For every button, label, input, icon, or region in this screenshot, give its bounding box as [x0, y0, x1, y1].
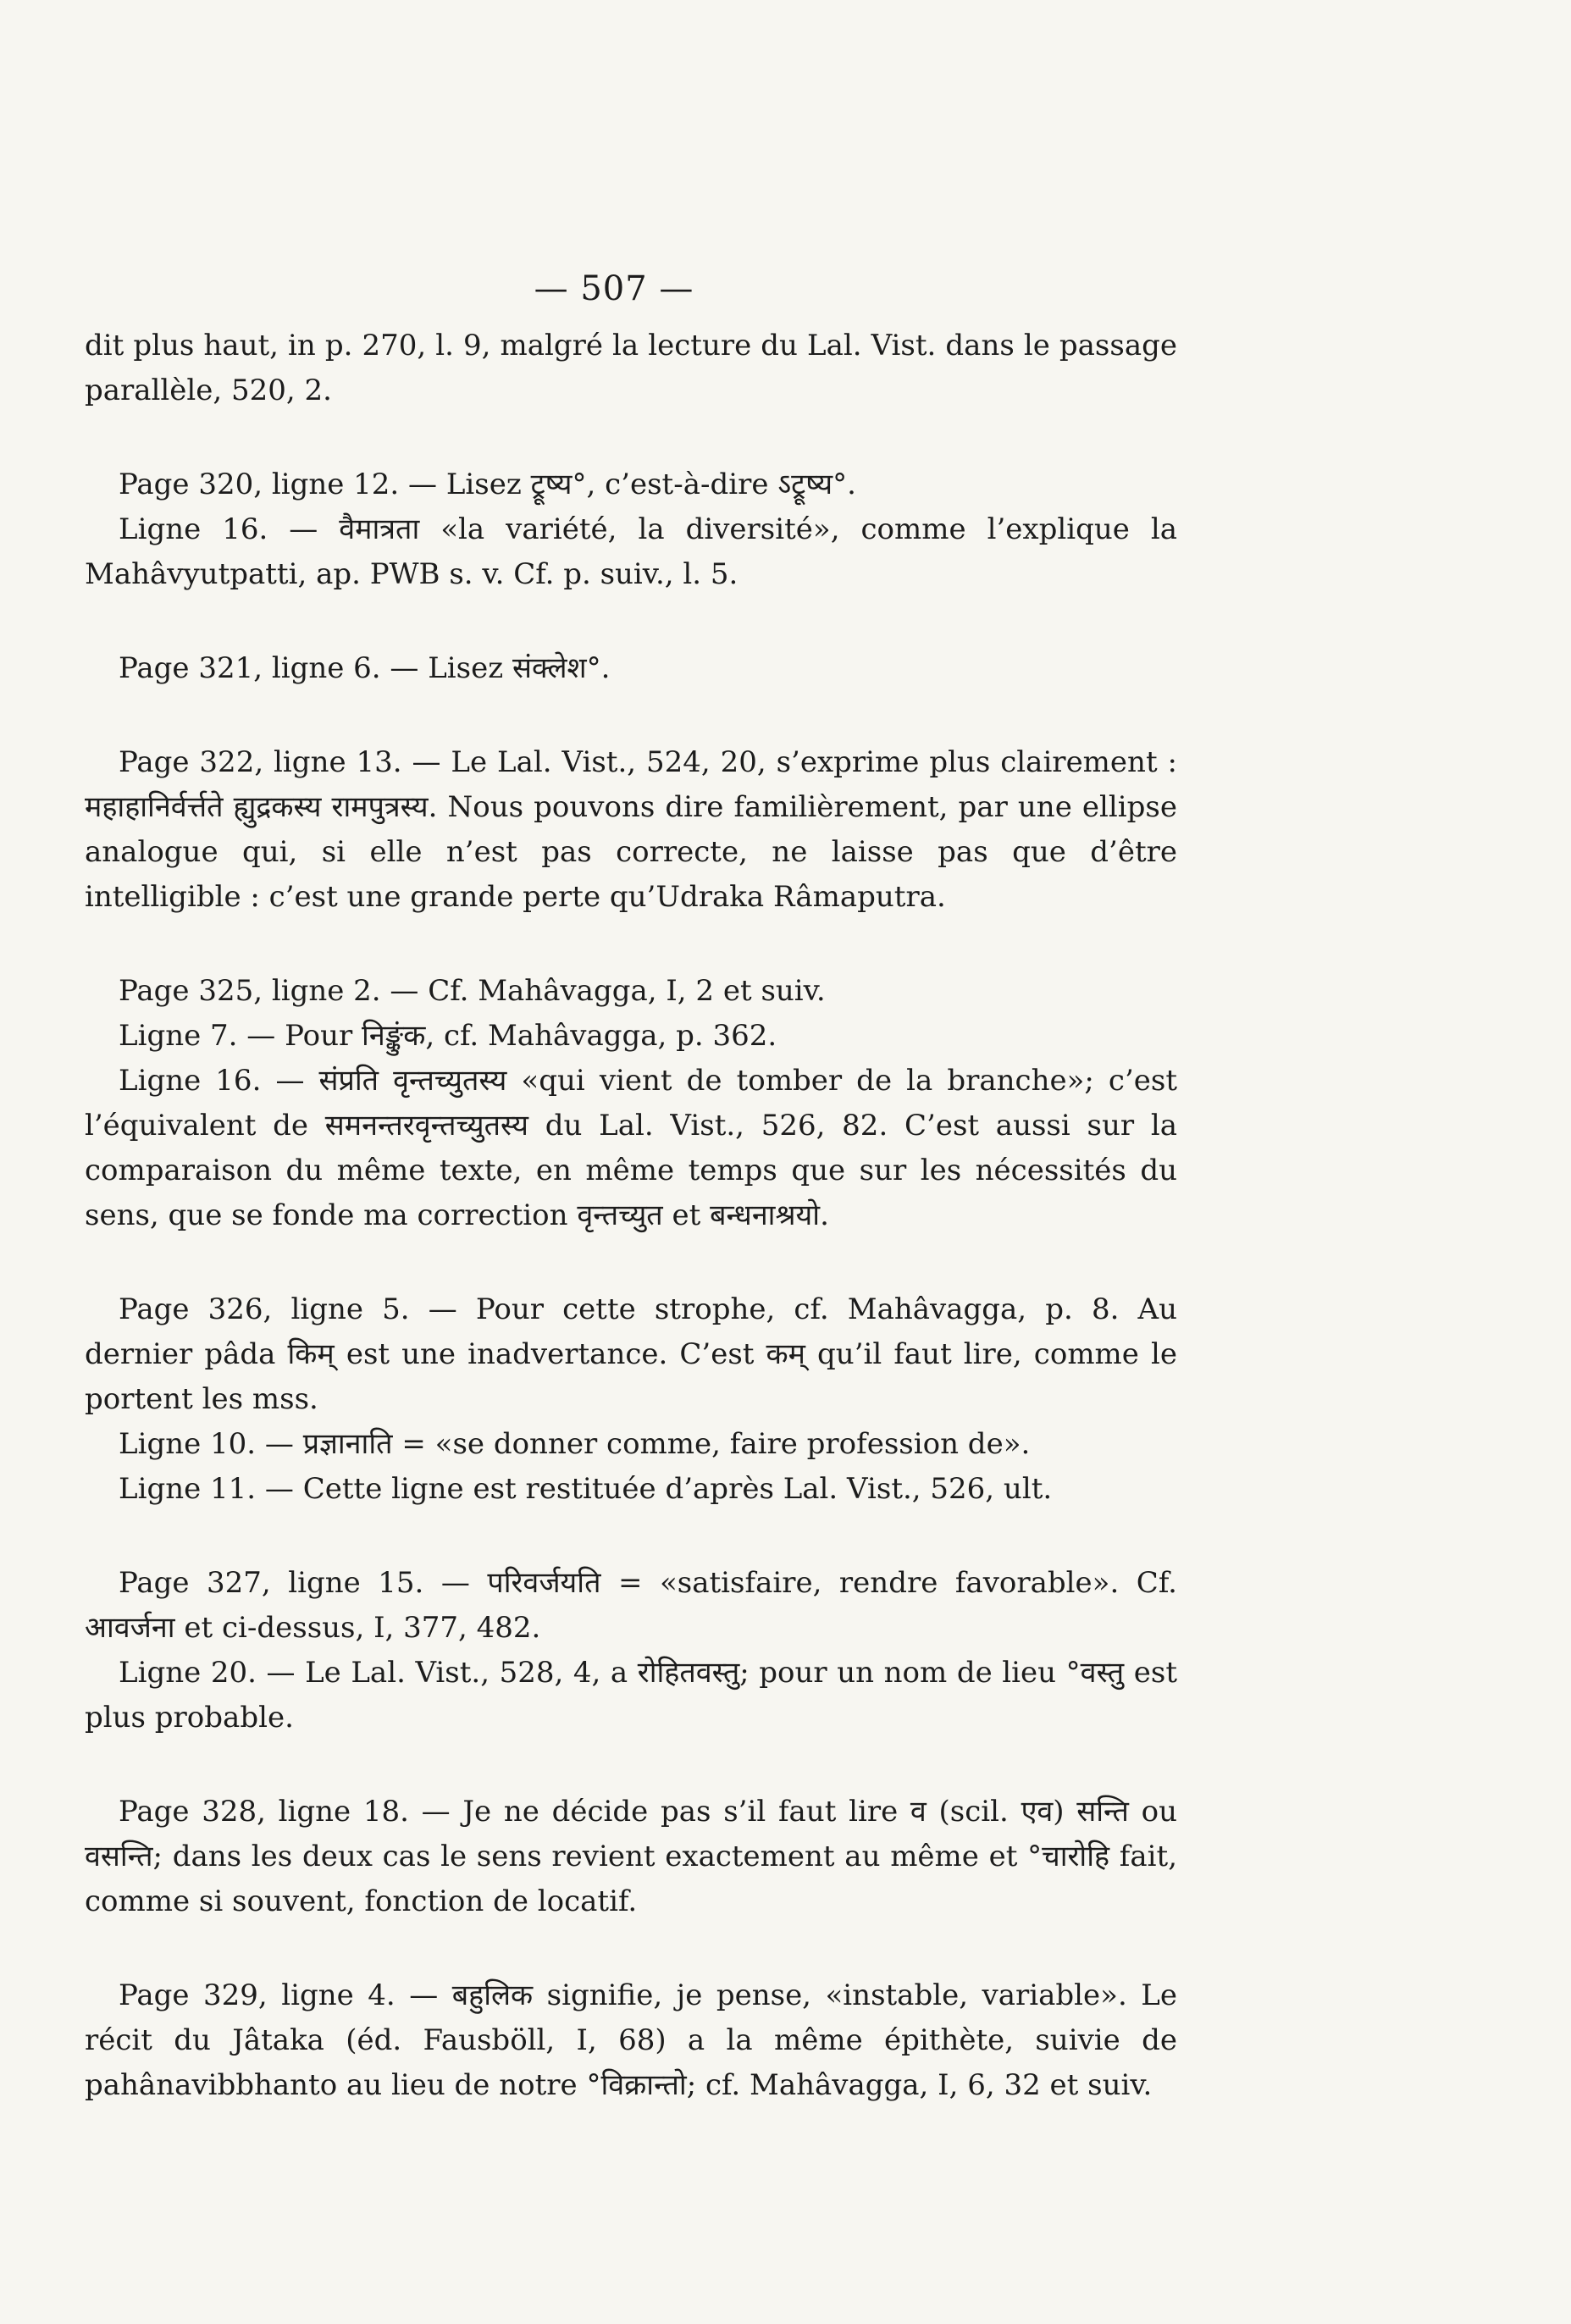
paragraph-gap: [85, 920, 1177, 969]
paragraph-gap: [85, 1740, 1177, 1790]
paragraph-p12: Page 327, ligne 15. — परिवर्जयति = «satisfaire, rendre favorable». Cf. आवर्जना et ci-dessus, I, 377, 482.: [85, 1566, 1177, 1645]
paragraph-p9: Page 326, ligne 5. — Pour cette strophe, cf. Mahâvagga, p. 8. Au dernier pâda किम् est une inadvertance. C’est कम् qu’il faut lire, comme le portent les mss.: [85, 1292, 1177, 1416]
paragraph-p6: Page 325, ligne 2. — Cf. Mahâvagga, I, 2 et suiv.: [119, 974, 826, 1008]
paragraph-gap: [85, 691, 1177, 740]
paragraph-p7: Ligne 7. — Pour निङ्कुंक, cf. Mahâvagga, p. 362.: [119, 1019, 777, 1053]
page-number: — 507 —: [534, 269, 694, 308]
paragraph-p1: dit plus haut, in p. 270, l. 9, malgré la lecture du Lal. Vist. dans le passage parallèle, 520, 2.: [85, 329, 1177, 407]
paragraph-p3: Ligne 16. — वैमात्रता «la variété, la diversité», comme l’explique la Mahâvyutpatti, ap. PWB s. v. Cf. p. suiv., l. 5.: [85, 512, 1177, 591]
paragraph-p15: Page 329, ligne 4. — बहुलिक signifie, je pense, «instable, variable». Le récit du Jâtaka (éd. Fausböll, I, 68) a la même épithète, suivie de pahânavibbhanto au lieu de notre °विक्रान्तो; cf. Mahâvagga, I, 6, 32 et suiv.: [85, 1978, 1177, 2102]
paragraph-p4: Page 321, ligne 6. — Lisez संक्लेश°.: [119, 651, 611, 685]
document-body: [85, 324, 1177, 2108]
paragraph-p13: Ligne 20. — Le Lal. Vist., 528, 4, a रोहितवस्तु; pour un nom de lieu °वस्तु est plus probable.: [85, 1656, 1177, 1735]
paragraph-gap: [85, 1238, 1177, 1287]
paragraph-gap: [85, 1924, 1177, 1973]
paragraph-p10: Ligne 10. — प्रज्ञानाति = «se donner comme, faire profession de».: [119, 1427, 1031, 1461]
paragraph-p2: Page 320, ligne 12. — Lisez ट्रूष्य°, c’est-à-dire ऽट्रूष्य°.: [119, 468, 856, 501]
paragraph-p11: Ligne 11. — Cette ligne est restituée d’après Lal. Vist., 526, ult.: [119, 1472, 1053, 1506]
paragraph-gap: [85, 597, 1177, 646]
paragraph-gap: [85, 413, 1177, 462]
paragraph-gap: [85, 1512, 1177, 1561]
paragraph-p8: Ligne 16. — संप्रति वृन्तच्युतस्य «qui vient de tomber de la branche»; c’est l’équivalent de समनन्तरवृन्तच्युतस्य du Lal. Vist., 526, 82. C’est aussi sur la comparaison du même texte, en même temps que sur les nécessités du sens, que se fonde ma correction वृन्तच्युत et बन्धनाश्रयो.: [85, 1064, 1177, 1232]
paragraph-p5: Page 322, ligne 13. — Le Lal. Vist., 524, 20, s’exprime plus clairement : महाहानिर्वर्त्तते ह्युद्रकस्य रामपुत्रस्य. Nous pouvons dire familièrement, par une ellipse analogue qui, si elle n’est pas correcte, ne laisse pas que d’être intelligible : c’est une grande perte qu’Udraka Râmaputra.: [85, 745, 1177, 914]
paragraph-p14: Page 328, ligne 18. — Je ne décide pas s’il faut lire व (scil. एव) सन्ति ou वसन्ति; dans les deux cas le sens revient exactement au même et °चारोहि fait, comme si souvent, fonction de locatif.: [85, 1795, 1177, 1918]
